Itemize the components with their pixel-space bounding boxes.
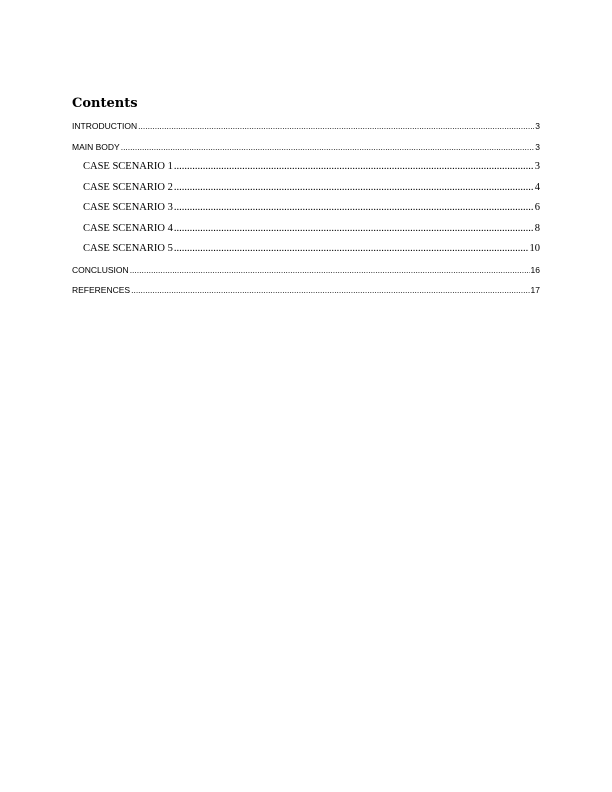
toc-page-number: 3: [535, 121, 540, 131]
toc-entry-case-scenario-2[interactable]: [72, 178, 540, 199]
toc-entry-label: CASE SCENARIO 3: [83, 202, 173, 213]
toc-page-number: 16: [530, 264, 540, 275]
toc-entry-introduction[interactable]: [72, 116, 540, 137]
toc-dot-leader: [131, 280, 529, 301]
toc-entry-label: INTRODUCTION: [72, 121, 138, 131]
toc-entry-main-body[interactable]: [72, 137, 540, 158]
toc-entry-case-scenario-1[interactable]: [72, 157, 540, 178]
toc-entry-label: CASE SCENARIO 1: [83, 161, 173, 172]
toc-page-number: 10: [529, 243, 540, 254]
toc-dot-leader: [174, 219, 534, 240]
toc-entry-label: MAIN BODY: [72, 141, 120, 152]
toc-dot-leader: [174, 239, 529, 260]
toc-entry-case-scenario-4[interactable]: [72, 219, 540, 240]
toc-entry-label: CASE SCENARIO 2: [83, 181, 173, 193]
toc-dot-leader: [174, 198, 534, 219]
toc-entry-case-scenario-5[interactable]: [72, 239, 540, 260]
toc-entry-case-scenario-3[interactable]: [72, 198, 540, 219]
toc-entry-label: CONCLUSION: [72, 264, 129, 275]
toc-dot-leader: [174, 157, 534, 178]
table-of-contents: [72, 94, 540, 301]
toc-page-number: 3: [534, 161, 540, 172]
toc-page-number: 3: [535, 141, 540, 152]
toc-entry-label: CASE SCENARIO 5: [83, 243, 173, 254]
toc-page-number: 17: [530, 285, 540, 295]
toc-heading: Contents: [72, 96, 138, 111]
toc-page-number: 8: [534, 222, 540, 234]
toc-page-number: 4: [534, 181, 540, 193]
toc-dot-leader: [138, 116, 534, 137]
toc-entry-label: CASE SCENARIO 4: [83, 222, 173, 234]
toc-entry-conclusion[interactable]: [72, 260, 540, 281]
toc-dot-leader: [174, 178, 534, 199]
toc-entry-label: REFERENCES: [72, 285, 131, 295]
toc-dot-leader: [121, 137, 535, 158]
toc-dot-leader: [130, 260, 530, 281]
toc-page-number: 6: [534, 202, 540, 213]
toc-entry-references[interactable]: [72, 280, 540, 301]
